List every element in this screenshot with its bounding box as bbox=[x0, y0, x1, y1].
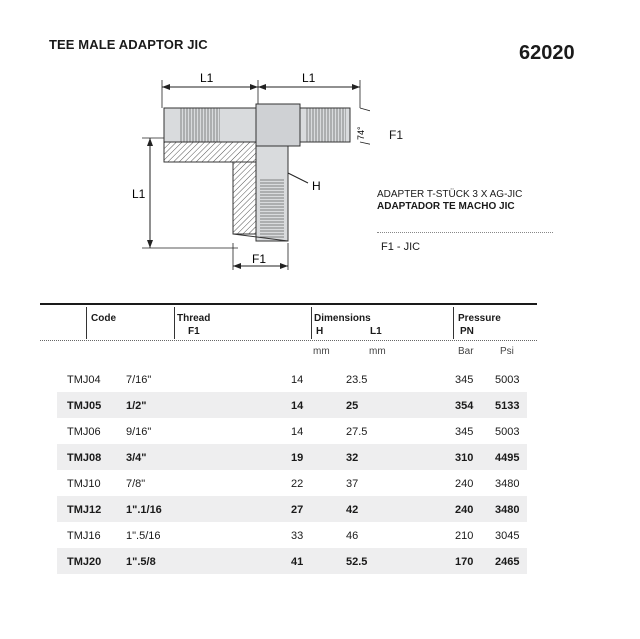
description-spanish: ADAPTADOR TE MACHO JIC bbox=[377, 201, 515, 212]
cell-l1: 37 bbox=[346, 478, 359, 490]
table-top-rule bbox=[40, 303, 537, 305]
table-row bbox=[57, 548, 527, 574]
table-row bbox=[57, 392, 527, 418]
cell-h: 14 bbox=[291, 400, 304, 412]
cell-h: 41 bbox=[291, 556, 304, 568]
unit-bar: Bar bbox=[458, 346, 474, 357]
cell-l1: 46 bbox=[346, 530, 359, 542]
cell-thread: 1".5/16 bbox=[126, 530, 161, 542]
description-german: ADAPTER T-STÜCK 3 X AG-JIC bbox=[377, 189, 523, 200]
cell-psi: 5133 bbox=[495, 400, 520, 412]
unit-h: mm bbox=[313, 346, 330, 357]
cell-h: 14 bbox=[291, 374, 304, 386]
table-header-rule bbox=[40, 340, 537, 341]
label-angle: 74° bbox=[356, 126, 366, 140]
cell-code: TMJ04 bbox=[67, 374, 101, 386]
cell-psi: 5003 bbox=[495, 426, 520, 438]
tee-adaptor-drawing bbox=[120, 68, 370, 278]
label-h: H bbox=[312, 179, 321, 193]
cell-h: 33 bbox=[291, 530, 304, 542]
cell-psi: 3480 bbox=[495, 478, 520, 490]
cell-thread: 1".1/16 bbox=[126, 504, 162, 516]
cell-thread: 1/2" bbox=[126, 400, 147, 412]
cell-thread: 1".5/8 bbox=[126, 556, 156, 568]
table-row bbox=[57, 444, 527, 470]
h-leader bbox=[288, 173, 308, 183]
cell-psi: 3045 bbox=[495, 530, 520, 542]
cell-l1: 27.5 bbox=[346, 426, 368, 438]
cell-bar: 170 bbox=[455, 556, 474, 568]
product-code: 62020 bbox=[519, 42, 575, 64]
cell-h: 19 bbox=[291, 452, 304, 464]
description-thread: F1 - JIC bbox=[381, 241, 421, 253]
cell-bar: 345 bbox=[455, 374, 474, 386]
cell-bar: 210 bbox=[455, 530, 474, 542]
cell-psi: 4495 bbox=[495, 452, 520, 464]
column-divider bbox=[86, 307, 87, 339]
header-thread-sub: F1 bbox=[188, 326, 200, 337]
table-row bbox=[57, 496, 527, 522]
cell-psi: 2465 bbox=[495, 556, 520, 568]
header-dim-h: H bbox=[316, 326, 324, 337]
cell-psi: 3480 bbox=[495, 504, 520, 516]
cell-bar: 354 bbox=[455, 400, 474, 412]
label-l1-vertical: L1 bbox=[132, 187, 146, 201]
header-pressure: Pressure bbox=[458, 313, 501, 324]
table-row bbox=[57, 418, 527, 444]
header-dimensions: Dimensions bbox=[314, 313, 371, 324]
header-pressure-sub: PN bbox=[460, 326, 474, 337]
cell-code: TMJ08 bbox=[67, 452, 102, 464]
cell-bar: 345 bbox=[455, 426, 474, 438]
table-row bbox=[57, 522, 527, 548]
cell-code: TMJ06 bbox=[67, 426, 101, 438]
unit-psi: Psi bbox=[500, 346, 514, 357]
cell-bar: 310 bbox=[455, 452, 474, 464]
cell-code: TMJ10 bbox=[67, 478, 101, 490]
label-f1-right: F1 bbox=[389, 128, 404, 142]
cell-thread: 7/8" bbox=[126, 478, 146, 490]
product-title: TEE MALE ADAPTOR JIC bbox=[49, 37, 208, 52]
cell-code: TMJ16 bbox=[67, 530, 101, 542]
cell-h: 27 bbox=[291, 504, 304, 516]
cell-bar: 240 bbox=[455, 478, 474, 490]
cell-code: TMJ20 bbox=[67, 556, 102, 568]
label-f1-bottom: F1 bbox=[252, 252, 267, 266]
cell-l1: 42 bbox=[346, 504, 359, 516]
header-thread: Thread bbox=[177, 313, 211, 324]
column-divider bbox=[453, 307, 454, 339]
cell-l1: 32 bbox=[346, 452, 359, 464]
label-l1-left: L1 bbox=[200, 71, 214, 85]
column-divider bbox=[311, 307, 312, 339]
cell-thread: 9/16" bbox=[126, 426, 152, 438]
header-code: Code bbox=[91, 313, 116, 324]
cell-psi: 5003 bbox=[495, 374, 520, 386]
cell-l1: 23.5 bbox=[346, 374, 368, 386]
cell-l1: 52.5 bbox=[346, 556, 368, 568]
cell-thread: 3/4" bbox=[126, 452, 147, 464]
cell-bar: 240 bbox=[455, 504, 474, 516]
column-divider bbox=[174, 307, 175, 339]
cell-h: 14 bbox=[291, 426, 304, 438]
label-l1-right: L1 bbox=[302, 71, 316, 85]
table-row bbox=[57, 366, 527, 392]
unit-l1: mm bbox=[369, 346, 386, 357]
cell-h: 22 bbox=[291, 478, 304, 490]
header-dim-l1: L1 bbox=[370, 326, 382, 337]
description-divider bbox=[377, 232, 553, 233]
cell-code: TMJ05 bbox=[67, 400, 102, 412]
cell-l1: 25 bbox=[346, 400, 359, 412]
cell-thread: 7/16" bbox=[126, 374, 152, 386]
cell-code: TMJ12 bbox=[67, 504, 102, 516]
table-row bbox=[57, 470, 527, 496]
